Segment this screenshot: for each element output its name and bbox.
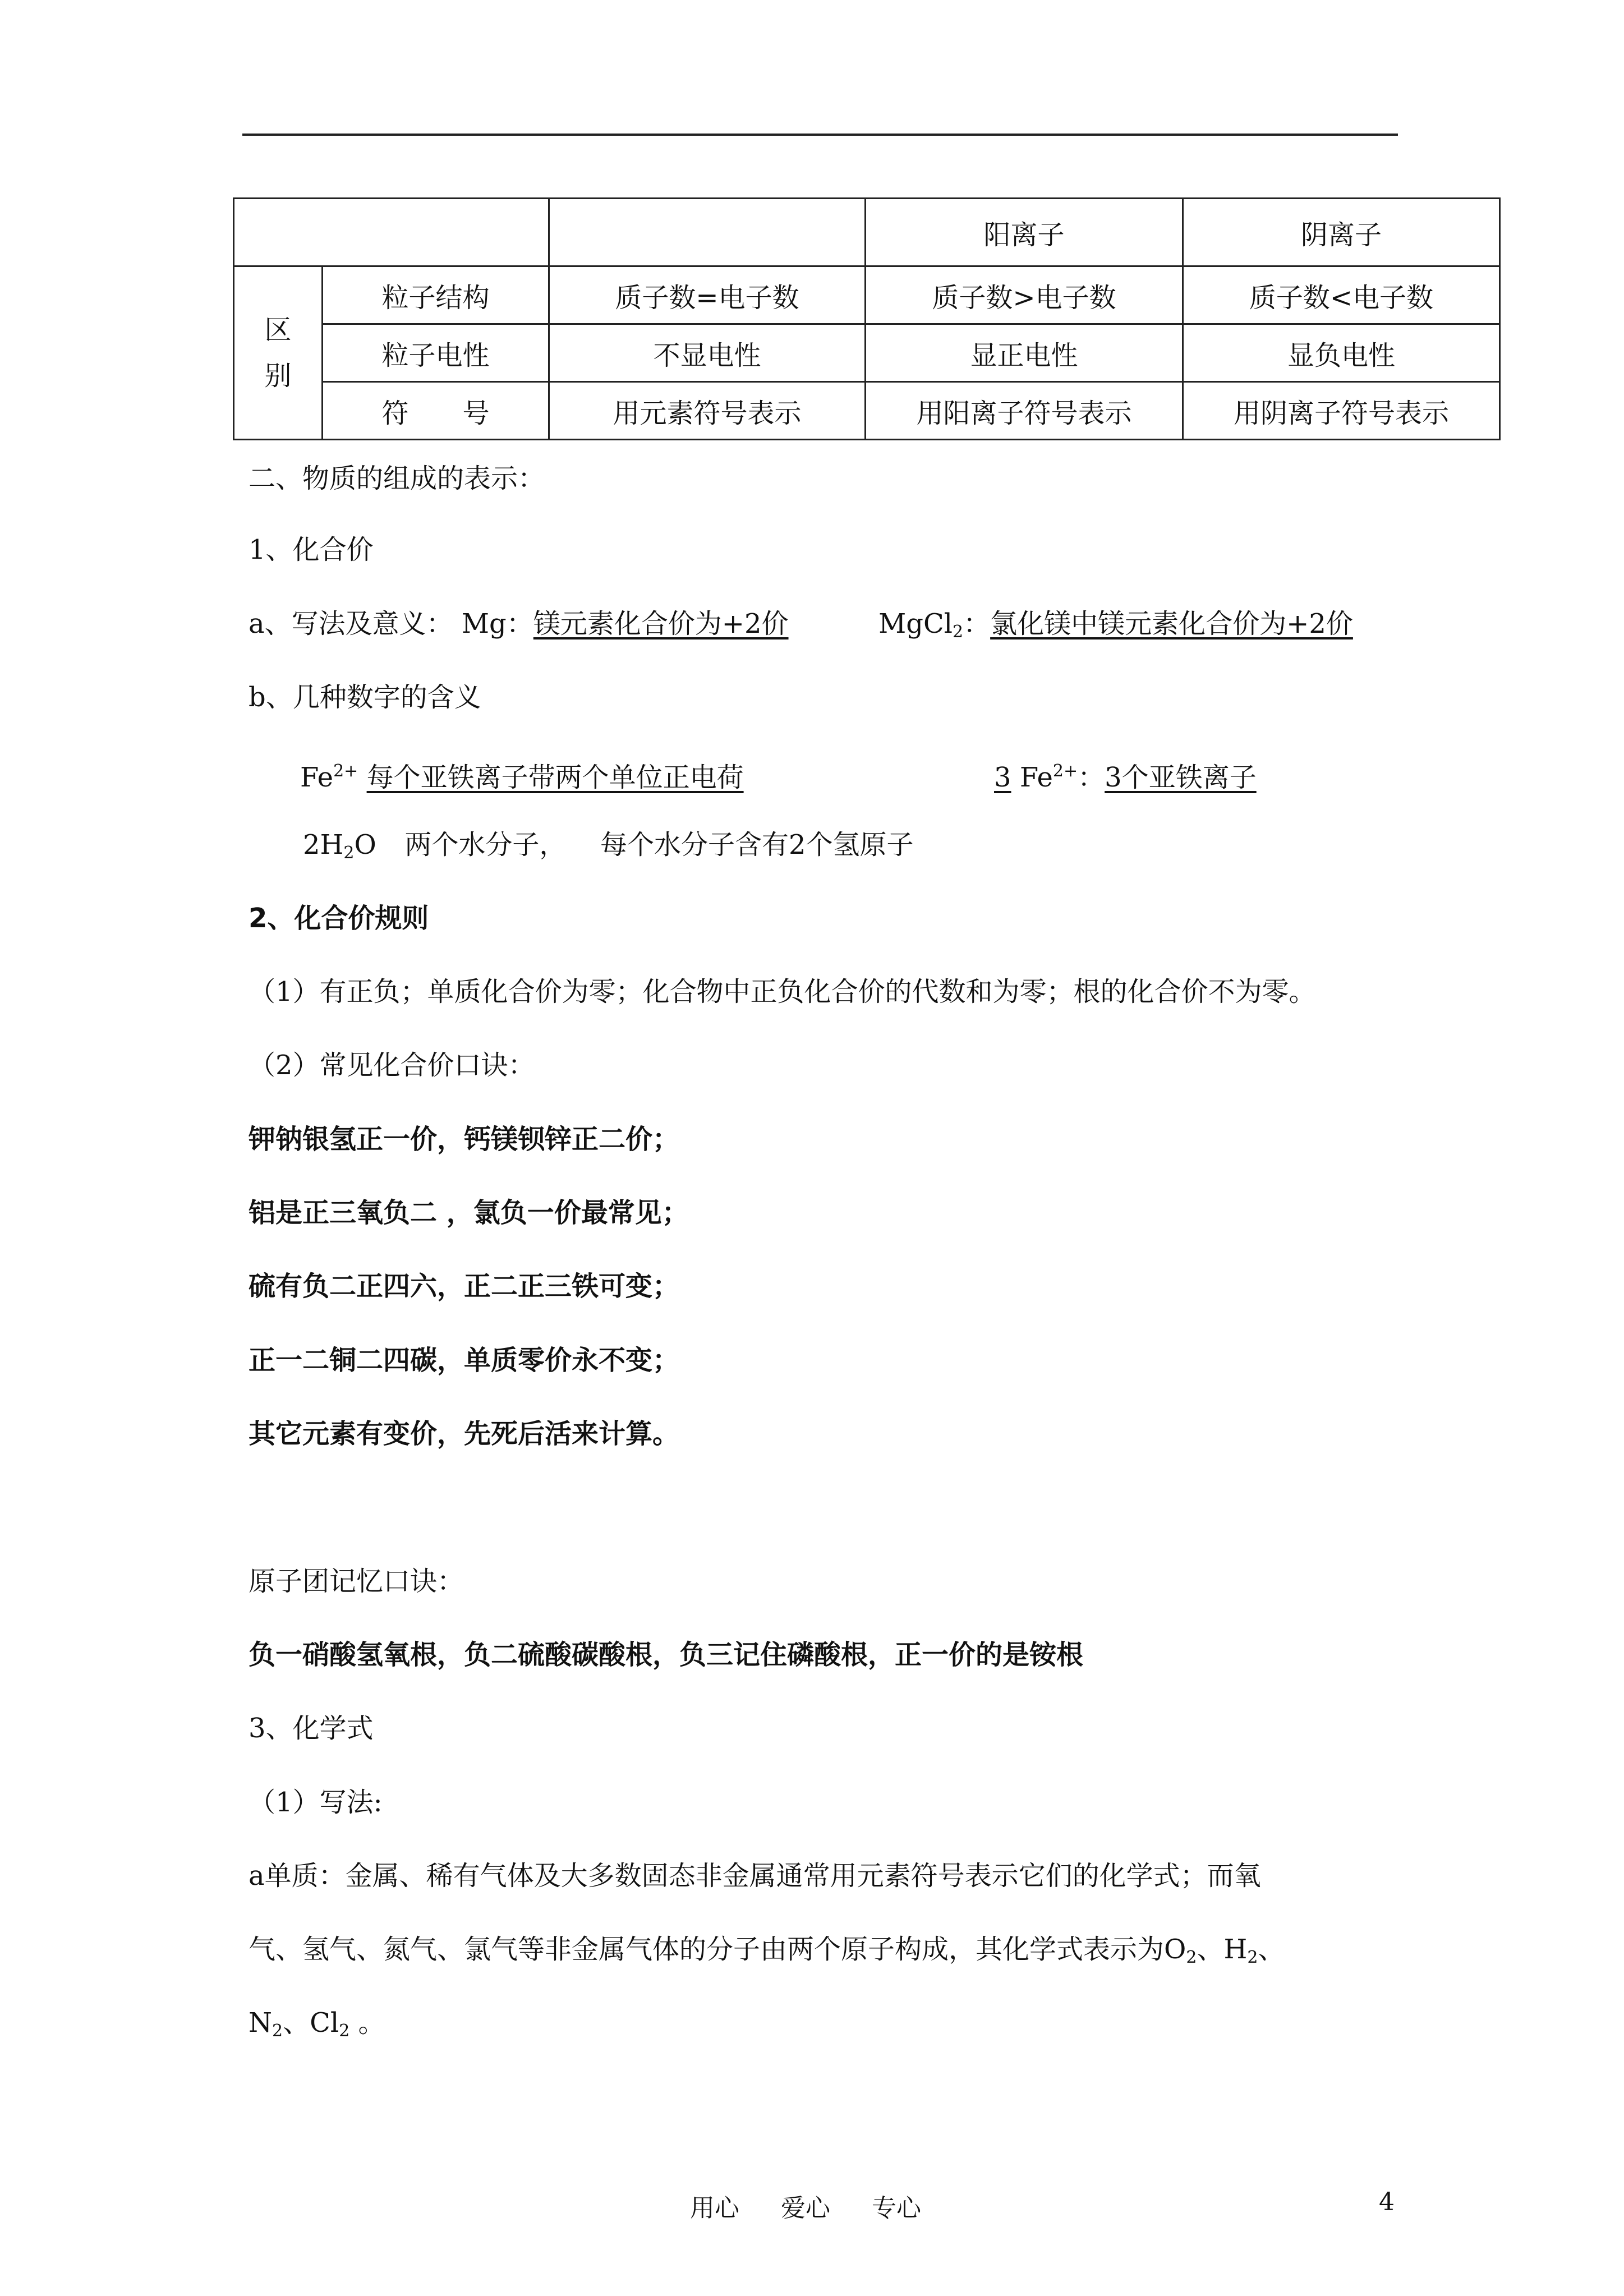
row-label: 粒子电性 bbox=[323, 324, 549, 382]
table-header-cell bbox=[549, 199, 866, 266]
water-formula bbox=[303, 829, 376, 861]
separator: ： bbox=[506, 608, 533, 639]
separator: ： bbox=[963, 608, 991, 639]
table-header-cell bbox=[234, 199, 549, 266]
formula-base: 2H bbox=[303, 829, 344, 861]
formula-subscript: 2 bbox=[343, 843, 355, 863]
mg-formula: Mg bbox=[461, 608, 507, 639]
separator: 、 bbox=[1258, 1934, 1285, 1965]
formula-subscript: 2 bbox=[1186, 1948, 1197, 1967]
rhyme-line: 硫有负二正四六，正二正三铁可变； bbox=[249, 1271, 680, 1302]
formula-base: Fe bbox=[300, 762, 334, 793]
formula-base: Cl bbox=[310, 2007, 339, 2039]
table-row bbox=[234, 382, 1500, 440]
valence-rules-heading: 2、化合价规则 bbox=[249, 903, 429, 934]
section-title: 二、物质的组成的表示： bbox=[249, 463, 545, 494]
footer-item: 专心 bbox=[872, 2194, 921, 2223]
formula-base: O bbox=[354, 829, 376, 861]
rule-2: （2）常见化合价口诀： bbox=[249, 1050, 535, 1081]
paragraph-text: 气、氢气、氮气、氯气等非金属气体的分子由两个原子构成，其化学式表示为O bbox=[249, 1934, 1186, 1965]
category-cell bbox=[234, 266, 323, 440]
mg-meaning: 镁元素化合价为+2价 bbox=[533, 608, 789, 639]
row-label: 符 号 bbox=[323, 382, 549, 440]
fe-ion-formula bbox=[300, 762, 358, 793]
table-cell: 用阳离子符号表示 bbox=[866, 382, 1183, 440]
table-cell: 显负电性 bbox=[1183, 324, 1500, 382]
fe-ion-line bbox=[300, 754, 744, 794]
table-row bbox=[234, 266, 1500, 324]
formula-base: N bbox=[249, 2007, 272, 2039]
separator: 、 bbox=[1197, 1934, 1224, 1965]
page-number: 4 bbox=[1379, 2188, 1395, 2216]
fe-coefficient: 3 bbox=[994, 762, 1011, 793]
number-meaning-heading: b、几种数字的含义 bbox=[249, 682, 481, 713]
paragraph-line bbox=[249, 2006, 385, 2048]
water-meaning-1: 两个水分子， bbox=[404, 829, 567, 861]
table-cell: 用元素符号表示 bbox=[549, 382, 866, 440]
paragraph-line bbox=[249, 1932, 1285, 1975]
valence-notation-line bbox=[249, 607, 1353, 649]
footer-item: 用心 bbox=[690, 2194, 739, 2223]
formula-superscript: 2+ bbox=[333, 761, 358, 781]
rule-1: （1）有正负；单质化合价为零；化合物中正负化合价的代数和为零；根的化合价不为零。 bbox=[249, 976, 1316, 1007]
formula-subscript: 2 bbox=[272, 2021, 283, 2041]
separator: ： bbox=[1078, 762, 1105, 793]
formula-base: MgCl bbox=[878, 608, 953, 639]
subsection-formula: 3、化学式 bbox=[249, 1713, 374, 1744]
table-cell: 质子数<电子数 bbox=[1183, 266, 1500, 324]
writing-heading: （1）写法: bbox=[249, 1787, 383, 1818]
mgcl2-meaning: 氯化镁中镁元素化合价为+2价 bbox=[990, 608, 1353, 639]
water-meaning-2: 每个水分子含有2个氢原子 bbox=[600, 829, 914, 861]
page-footer bbox=[690, 2188, 955, 2224]
subsection-valence: 1、化合价 bbox=[249, 534, 374, 565]
formula-superscript: 2+ bbox=[1052, 761, 1078, 781]
mgcl2-formula bbox=[878, 608, 964, 642]
table-header-cell: 阴离子 bbox=[1183, 199, 1500, 266]
header-rule bbox=[242, 134, 1398, 136]
formula-subscript: 2 bbox=[953, 622, 964, 642]
category-label-top: 区 bbox=[264, 314, 292, 346]
rhyme-line: 正一二铜二四碳，单质零价永不变； bbox=[249, 1345, 680, 1376]
table-header-row bbox=[234, 199, 1500, 266]
atom-group-heading: 原子团记忆口诀： bbox=[249, 1566, 464, 1597]
table-cell: 不显电性 bbox=[549, 324, 866, 382]
table-cell: 显正电性 bbox=[866, 324, 1183, 382]
formula-subscript: 2 bbox=[339, 2021, 350, 2041]
rhyme-line: 其它元素有变价，先死后活来计算。 bbox=[249, 1418, 680, 1450]
fe-ion-formula-2 bbox=[1020, 762, 1078, 793]
category-label-bottom: 别 bbox=[264, 360, 292, 392]
footer-item: 爱心 bbox=[781, 2194, 830, 2223]
fe-ions-meaning: 3个亚铁离子 bbox=[1105, 762, 1257, 793]
fe-ion-meaning: 每个亚铁离子带两个单位正电荷 bbox=[366, 762, 744, 793]
table-row bbox=[234, 324, 1500, 382]
table-cell: 质子数=电子数 bbox=[549, 266, 866, 324]
ion-comparison-table bbox=[233, 197, 1501, 440]
formula-base: H bbox=[1223, 1934, 1248, 1965]
formula-base: Fe bbox=[1019, 762, 1053, 793]
table-header-cell: 阳离子 bbox=[866, 199, 1183, 266]
fe-ions-count-line bbox=[994, 754, 1257, 794]
table-cell: 质子数>电子数 bbox=[866, 266, 1183, 324]
rhyme-line: 钾钠银氢正一价，钙镁钡锌正二价； bbox=[249, 1124, 680, 1155]
paragraph-line: a单质：金属、稀有气体及大多数固态非金属通常用元素符号表示它们的化学式；而氧 bbox=[249, 1860, 1261, 1892]
paragraph-end: 。 bbox=[349, 2007, 385, 2039]
separator: 、 bbox=[283, 2007, 310, 2039]
notation-prefix: a、写法及意义： bbox=[249, 608, 453, 639]
row-label: 粒子结构 bbox=[323, 266, 549, 324]
formula-subscript: 2 bbox=[1247, 1948, 1258, 1967]
rhyme-line: 铝是正三氧负二 ，氯负一价最常见； bbox=[249, 1197, 689, 1228]
water-line bbox=[303, 828, 913, 870]
table-cell: 用阴离子符号表示 bbox=[1183, 382, 1500, 440]
atom-group-rhyme: 负一硝酸氢氧根，负二硫酸碳酸根，负三记住磷酸根，正一价的是铵根 bbox=[249, 1639, 1084, 1671]
